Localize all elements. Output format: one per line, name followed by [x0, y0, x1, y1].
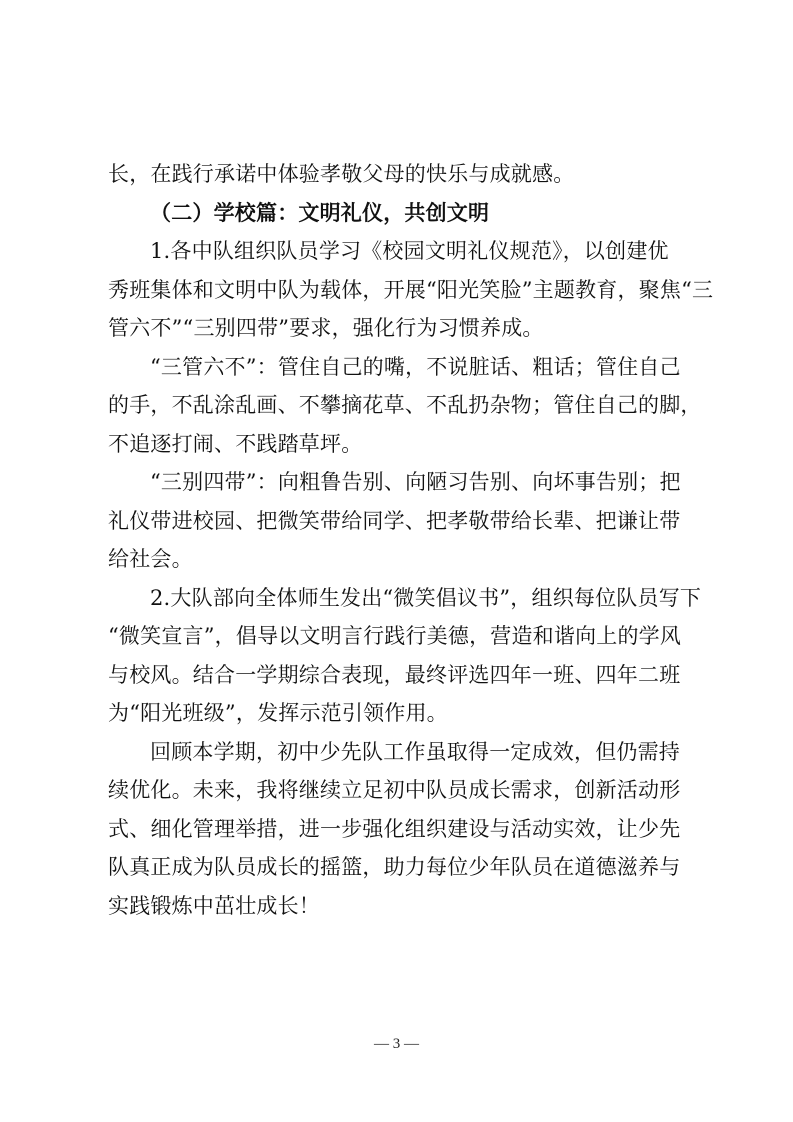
paragraph-line: 队真正成为队员成长的摇篮，助力每位少年队员在道德滋养与	[108, 855, 681, 879]
paragraph-line: “微笑宣言”，倡导以文明言行践行美德，营造和谐向上的学风	[108, 624, 682, 648]
paragraph-line: “三管六不”：管住自己的嘴，不说脏话、粗话；管住自己	[150, 354, 681, 379]
paragraph-line: 的手，不乱涂乱画、不攀摘花草、不乱扔杂物；管住自己的脚，	[108, 393, 702, 417]
paragraph-line: 回顾本学期，初中少先队工作虽取得一定成效，但仍需持	[150, 739, 680, 764]
paragraph-line: 秀班集体和文明中队为载体，开展“阳光笑脸”主题教育，聚焦“三	[108, 277, 714, 302]
paragraph-line: 式、细化管理举措，进一步强化组织建设与活动实效，让少先	[108, 816, 681, 841]
paragraph-line: “三别四带”：向粗鲁告别、向陋习告别、向坏事告别；把	[150, 470, 681, 494]
paragraph-line: 2.大队部向全体师生发出“微笑倡议书”，组织每位队员写下	[150, 585, 702, 610]
paragraph-line: 给社会。	[108, 547, 193, 571]
document-body	[108, 155, 714, 925]
paragraph-line: 续优化。未来，我将继续立足初中队员成长需求，创新活动形	[108, 778, 681, 802]
paragraph-line: 实践锻炼中茁壮成长！	[108, 893, 320, 918]
paragraph-line: 与校风。结合一学期综合表现，最终评选四年一班、四年二班	[108, 662, 681, 687]
paragraph-line: 管六不”“三别四带”要求，强化行为习惯养成。	[108, 316, 544, 340]
section-heading: （二）学校篇：文明礼仪，共创文明	[150, 199, 490, 225]
paragraph-line: 礼仪带进校园、把微笑带给同学、把孝敬带给长辈、把谦让带	[108, 508, 681, 533]
paragraph-line: 1.各中队组织队员学习《校园文明礼仪规范》，以创建优	[150, 239, 669, 263]
page-number: — 3 —	[374, 1036, 419, 1052]
paragraph-line: 为“阳光班级”，发挥示范引领作用。	[108, 701, 448, 725]
paragraph-line: 长，在践行承诺中体验孝敬父母的快乐与成就感。	[108, 162, 575, 186]
paragraph-line: 不追逐打闹、不践踏草坪。	[108, 431, 363, 456]
